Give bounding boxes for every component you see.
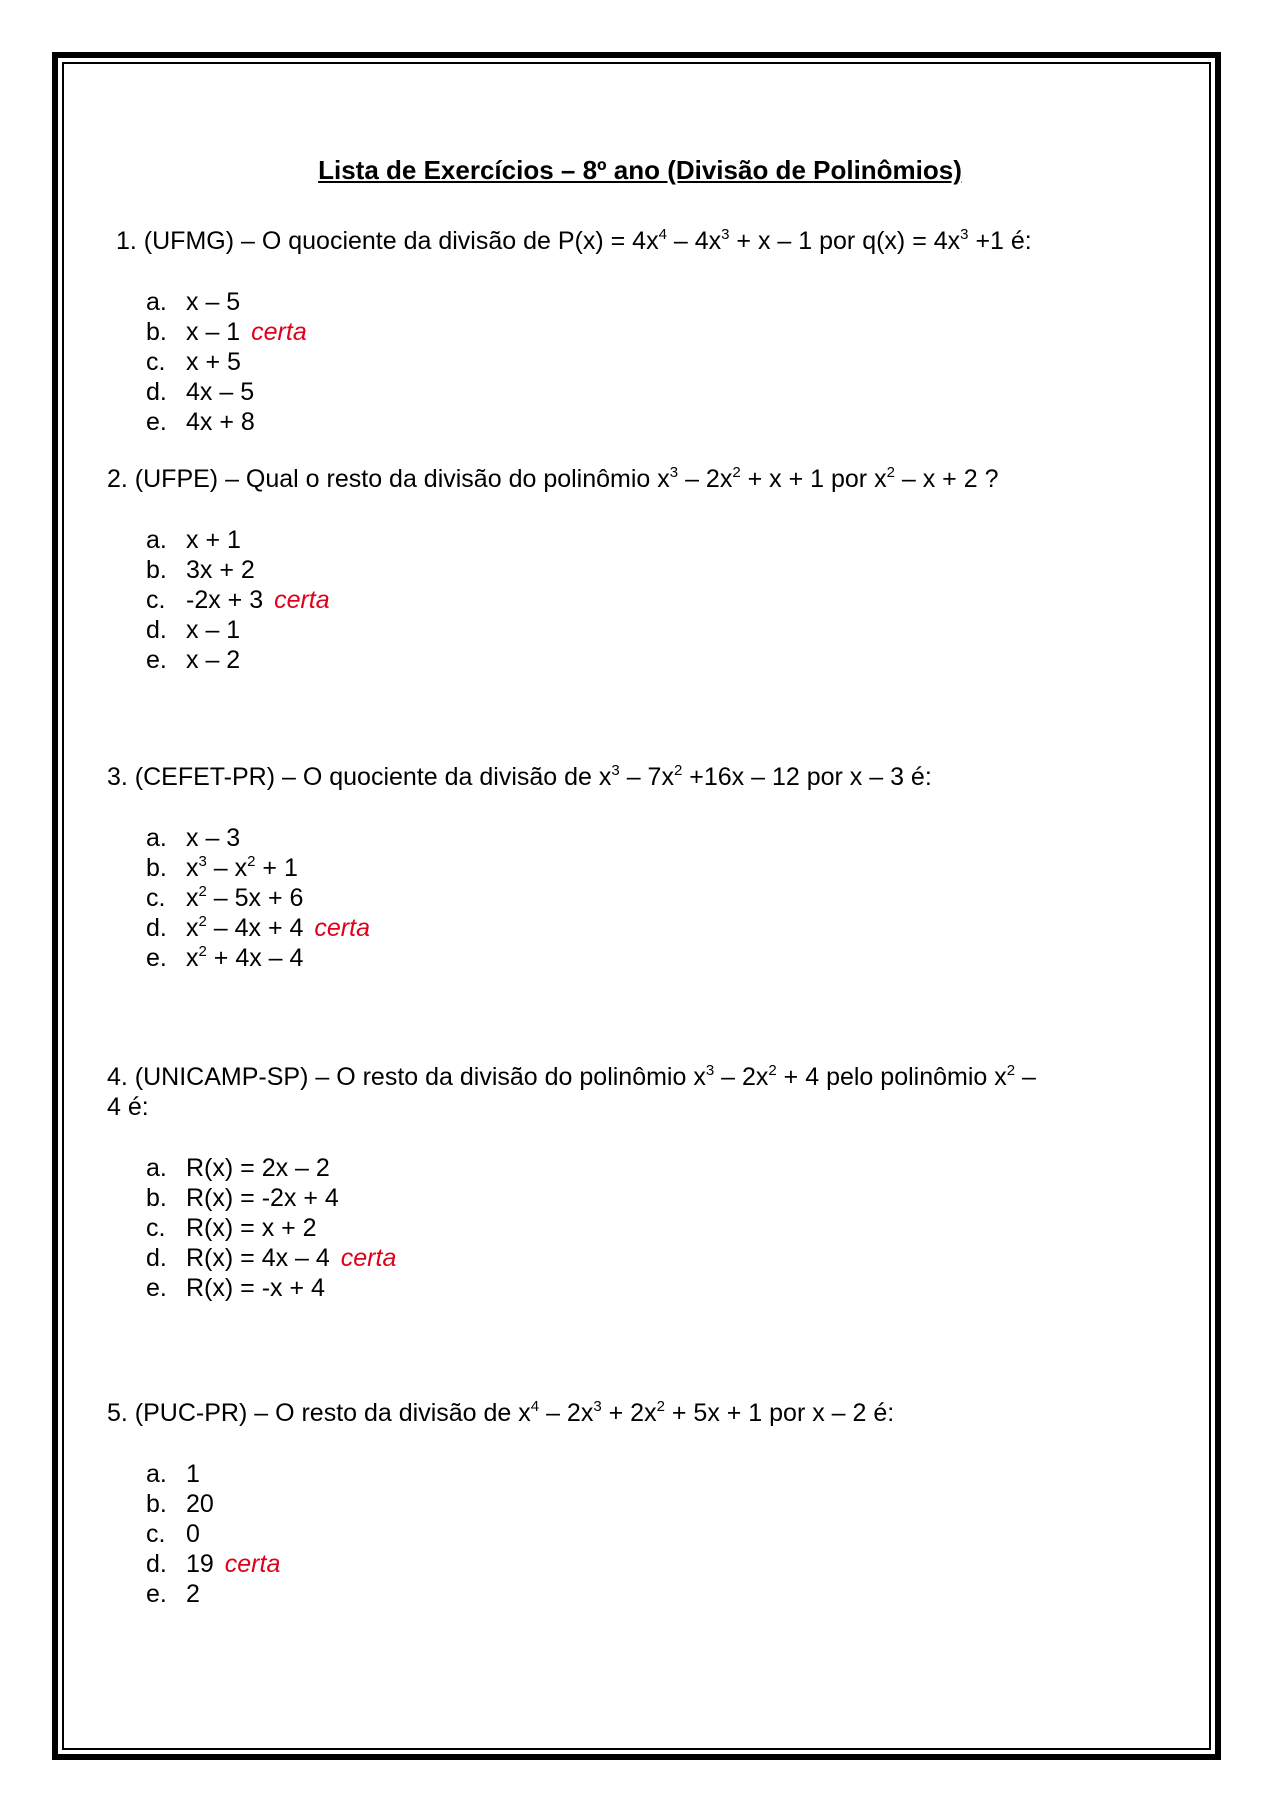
correct-mark: certa [274,586,330,614]
option-c: c. 0 [146,1520,200,1548]
option-e: e. R(x) = -x + 4 [146,1274,325,1302]
option-a: a. 1 [146,1460,200,1488]
question-5-options [146,1459,280,1609]
option-d: d. $x^2 - 4x + 4$ certa [146,913,370,942]
correct-mark: certa [314,914,370,942]
option-c: c. x + 5 [146,348,241,376]
option-e: e. $x^2 + 4x - 4$ [146,943,304,972]
question-4-line-2: 4 é: [107,1093,149,1121]
option-b: b. x – 1 certa [146,318,307,346]
correct-mark: certa [251,318,307,346]
option-b: b. 20 [146,1490,214,1518]
option-a: a. x – 3 [146,824,241,852]
correct-mark: certa [340,1244,397,1272]
option-d: d. 4x – 5 [146,378,255,406]
option-a: a. x – 5 [146,288,241,316]
question-5: 5. (PUC-PR) – O resto da divisão de $x^4 - 2x^3 + 2x^2 + 5x + 1$ por x – 2 é: [107,1398,895,1427]
correct-mark: certa [224,1550,281,1578]
option-e: e. 2 [146,1580,200,1608]
option-d: d. R(x) = 4x – 4 certa [146,1244,397,1272]
page-title: Lista de Exercícios – 8º ano (Divisão de Polinômios) [318,155,962,185]
option-e: e. 4x + 8 [146,408,255,436]
question-2: 2. (UFPE) – Qual o resto da divisão do polinômio $x^3 - 2x^2 + x + 1$ por $x^2 - x + 2$ ? [107,464,999,493]
question-1: 1. (UFMG) – O quociente da divisão de $P(x) = 4x^4 - 4x^3 + x - 1$ por $q(x) = 4x^3 +1$ é: [116,226,1032,255]
option-d: d. x – 1 [146,616,241,644]
option-d: d. 19 certa [146,1550,281,1578]
option-c: c. -2x + 3 certa [146,586,330,614]
option-b: b. $x^3 - x^2 + 1$ [146,853,298,882]
option-a: a. x + 1 [146,526,241,554]
question-3-options [146,823,370,973]
question-2-options [146,525,330,675]
option-b: b. R(x) = -2x + 4 [146,1184,339,1212]
option-c: c. $x^2 - 5x + 6$ [146,883,304,912]
question-4-options [146,1153,396,1303]
option-b: b. 3x + 2 [146,556,255,584]
question-4: 4. (UNICAMP-SP) – O resto da divisão do polinômio $x^3 - 2x^2 + 4$ pelo polinômio $x^2$ – [107,1062,1036,1091]
option-c: c. R(x) = x + 2 [146,1214,317,1242]
question-1-options [146,287,307,437]
option-a: a. R(x) = 2x – 2 [146,1154,330,1182]
option-e: e. x – 2 [146,646,241,674]
question-3: 3. (CEFET-PR) – O quociente da divisão de $x^3 - 7x^2 +16x - 12$ por x – 3 é: [107,762,932,791]
